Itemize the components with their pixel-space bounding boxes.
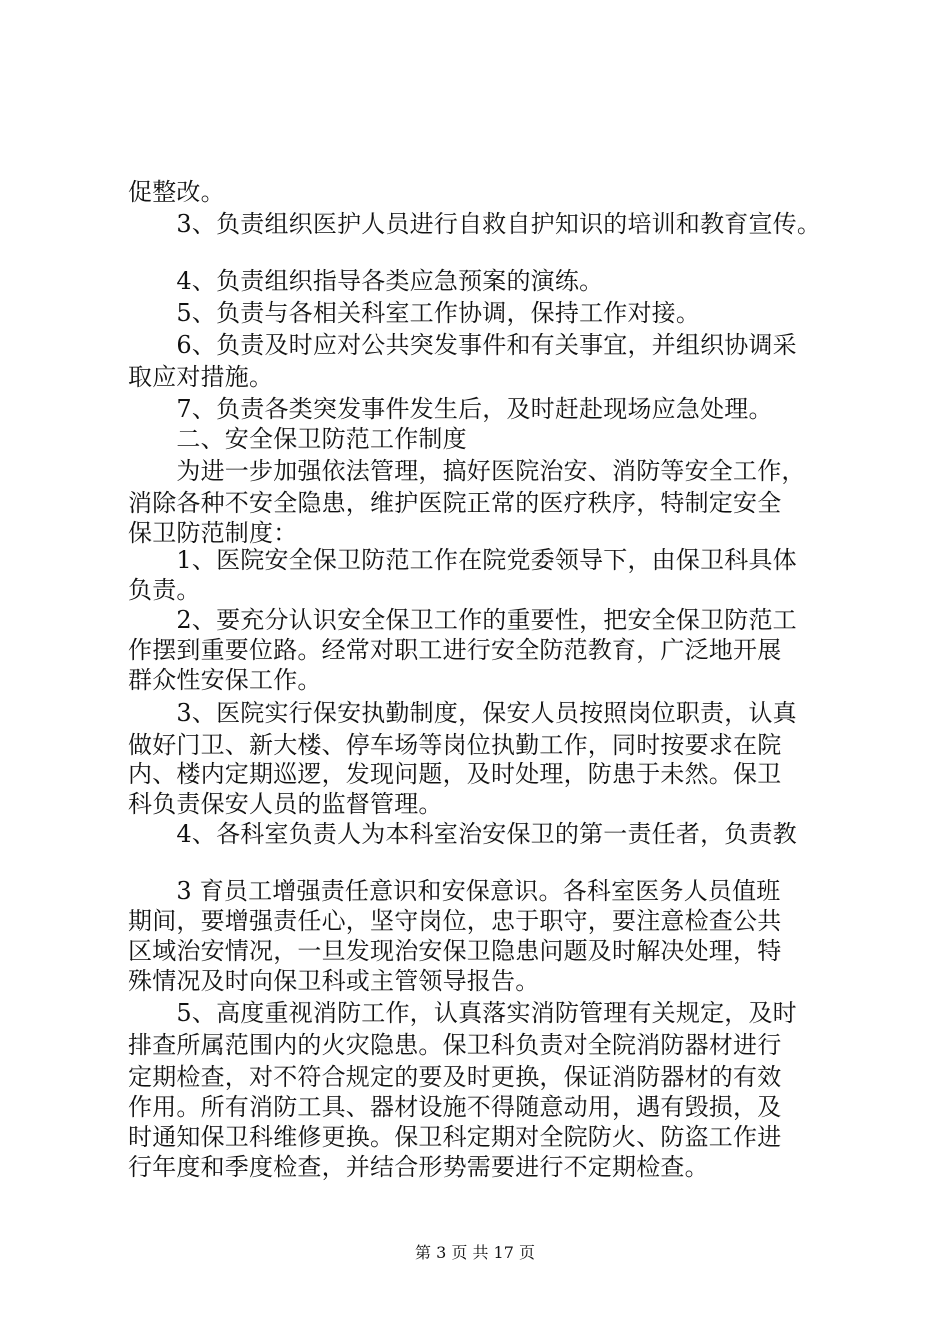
text-line: 做好门卫、新大楼、停车场等岗位执勤工作，同时按要求在院 (128, 731, 782, 759)
text-line: 3、医院实行保安执勤制度，保安人员按照岗位职责，认真 (128, 699, 797, 727)
text-line: 时通知保卫科维修更换。保卫科定期对全院防火、防盗工作进 (128, 1123, 782, 1151)
text-line: 保卫防范制度： (128, 519, 298, 547)
text-line: 5、负责与各相关科室工作协调，保持工作对接。 (128, 299, 701, 327)
text-line: 定期检查，对不符合规定的要及时更换，保证消防器材的有效 (128, 1063, 782, 1091)
text-line: 作摆到重要位路。经常对职工进行安全防范教育，广泛地开展 (128, 636, 782, 664)
text-line: 2、要充分认识安全保卫工作的重要性，把安全保卫防范工 (128, 606, 797, 634)
text-line: 群众性安保工作。 (128, 666, 322, 694)
section-heading: 二、安全保卫防范工作制度 (128, 425, 467, 453)
text-line: 消除各种不安全隐患，维护医院正常的医疗秩序，特制定安全 (128, 489, 782, 517)
text-line: 3、负责组织医护人员进行自救自护知识的培训和教育宣传。 (128, 210, 822, 238)
text-line: 作用。所有消防工具、器材设施不得随意动用，遇有毁损，及 (128, 1093, 782, 1121)
text-line: 6、负责及时应对公共突发事件和有关事宜，并组织协调采 (128, 331, 797, 359)
text-line: 促整改。 (128, 178, 225, 206)
text-line: 为进一步加强依法管理，搞好医院治安、消防等安全工作， (128, 457, 806, 485)
text-line: 行年度和季度检查，并结合形势需要进行不定期检查。 (128, 1153, 709, 1181)
text-line: 4、负责组织指导各类应急预案的演练。 (128, 267, 604, 295)
text-line: 期间，要增强责任心，坚守岗位，忠于职守，要注意检查公共 (128, 907, 782, 935)
text-line: 区域治安情况，一旦发现治安保卫隐患问题及时解决处理，特 (128, 937, 782, 965)
text-line: 7、负责各类突发事件发生后，及时赶赴现场应急处理。 (128, 395, 773, 423)
text-line: 内、楼内定期巡逻，发现问题，及时处理，防患于未然。保卫 (128, 760, 782, 788)
text-line: 1、医院安全保卫防范工作在院党委领导下，由保卫科具体 (128, 546, 797, 574)
text-line: 5、高度重视消防工作，认真落实消防管理有关规定，及时 (128, 999, 797, 1027)
text-line: 殊情况及时向保卫科或主管领导报告。 (128, 967, 540, 995)
page-number-footer: 第 3 页 共 17 页 (415, 1243, 535, 1262)
text-line: 3 育员工增强责任意识和安保意识。各科室医务人员值班 (128, 877, 781, 905)
text-line: 负责。 (128, 576, 201, 604)
text-line: 取应对措施。 (128, 363, 274, 391)
text-line: 4、各科室负责人为本科室治安保卫的第一责任者，负责教 (128, 820, 797, 848)
text-line: 科负责保安人员的监督管理。 (128, 790, 443, 818)
text-line: 排查所属范围内的火灾隐患。保卫科负责对全院消防器材进行 (128, 1031, 782, 1059)
